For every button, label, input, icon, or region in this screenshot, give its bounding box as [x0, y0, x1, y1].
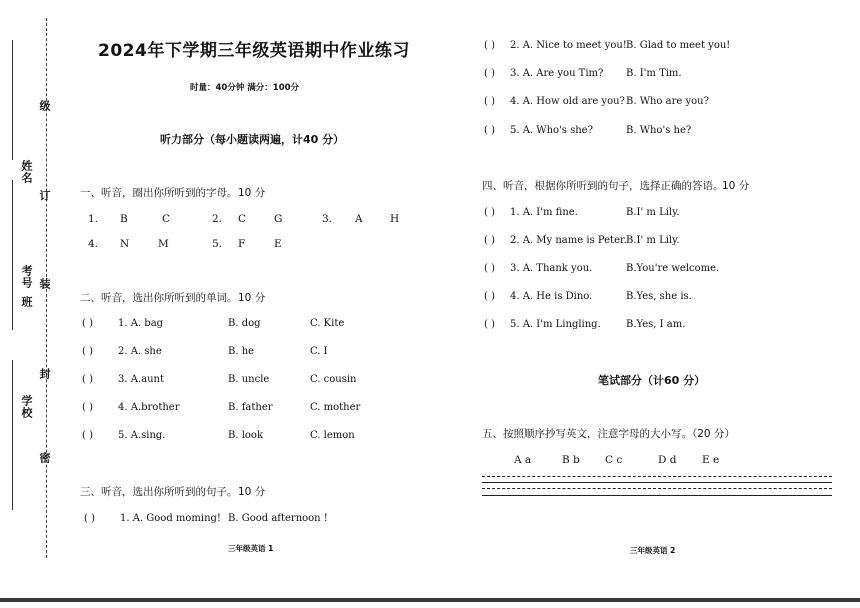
- copy-line-1: [482, 476, 832, 477]
- option-b: B. uncle: [228, 374, 270, 385]
- name-underline: [12, 40, 13, 160]
- option-a: 3. A.aunt: [118, 374, 164, 385]
- answer-bracket[interactable]: ( ): [82, 318, 93, 329]
- sidebar-label-class: 班: [20, 296, 33, 308]
- option-b: B.I' m Lily.: [626, 207, 680, 218]
- option-b: B. Glad to meet you!: [626, 40, 731, 51]
- option-a: 4. A. How old are you?: [510, 96, 625, 107]
- sidebar-label-ji: 级: [38, 100, 51, 112]
- letter-option: N: [120, 238, 130, 250]
- option-a: 2. A. Nice to meet you!: [510, 40, 627, 51]
- answer-bracket[interactable]: ( ): [484, 319, 495, 330]
- letter-num-3: 3.: [322, 213, 333, 225]
- copy-line-3: [482, 488, 832, 489]
- section3-heading: 三、听音，选出你所听到的句子。: [80, 486, 238, 498]
- class-underline: [12, 180, 13, 330]
- option-c: C. lemon: [310, 430, 355, 441]
- option-a: 5. A.sing.: [118, 430, 166, 441]
- letter-option: C: [162, 213, 171, 225]
- option-b: B. dog: [228, 318, 261, 329]
- option-b: B. look: [228, 430, 264, 441]
- answer-bracket[interactable]: ( ): [84, 513, 95, 524]
- sidebar-label-mi: 密: [38, 452, 51, 464]
- page-title: 2024年下学期三年级英语期中作业练习: [98, 41, 410, 61]
- option-c: C. cousin: [310, 374, 357, 385]
- answer-bracket[interactable]: ( ): [82, 430, 93, 441]
- written-section-header: 笔试部分（计60 分）: [598, 374, 706, 387]
- section5-heading: 五、按照顺序抄写英文，注意字母的大小写。（20 分）: [482, 428, 735, 440]
- copy-letter-c: C c: [605, 454, 623, 466]
- section1-score: 10 分: [238, 187, 266, 199]
- copy-letter-e: E e: [702, 454, 720, 466]
- option-b: B. father: [228, 402, 273, 413]
- option-a: 5. A. I'm Lingling.: [510, 319, 601, 330]
- letter-option: C: [238, 213, 247, 225]
- answer-bracket[interactable]: ( ): [82, 402, 93, 413]
- section2-heading: 二、听音，选出你所听到的单词。: [80, 292, 238, 304]
- page2-footer: 三年级英语 2: [630, 546, 676, 555]
- option-b: B. he: [228, 346, 255, 357]
- option-a: 1. A. Good moming!: [120, 513, 221, 524]
- sidebar-label-feng: 封: [38, 368, 51, 380]
- option-a: 2. A. My name is Peter.: [510, 235, 627, 246]
- sidebar-label-ding: 订: [38, 190, 51, 202]
- answer-bracket[interactable]: ( ): [484, 207, 495, 218]
- option-b: B. Good afternoon !: [228, 513, 328, 524]
- letter-option: M: [158, 238, 169, 250]
- school-underline: [12, 360, 13, 510]
- section4-heading: 四、听音，根据你所听到的句子，选择正确的答语。: [482, 180, 724, 192]
- sidebar-label-exam-no: 考号: [20, 265, 33, 289]
- option-b: B.Yes, I am.: [626, 319, 686, 330]
- answer-bracket[interactable]: ( ): [82, 374, 93, 385]
- answer-bracket[interactable]: ( ): [484, 125, 495, 136]
- section3-score: 10 分: [238, 486, 266, 498]
- option-a: 5. A. Who's she?: [510, 125, 593, 136]
- answer-bracket[interactable]: ( ): [484, 68, 495, 79]
- section2-score: 10 分: [238, 292, 266, 304]
- option-a: 4. A.brother: [118, 402, 180, 413]
- answer-bracket[interactable]: ( ): [484, 263, 495, 274]
- option-b: B.You're welcome.: [626, 263, 720, 274]
- answer-bracket[interactable]: ( ): [82, 346, 93, 357]
- copy-line-2: [482, 482, 832, 483]
- listening-section-header: 听力部分（每小题读两遍，计40 分）: [160, 133, 345, 146]
- letter-num-4: 4.: [88, 238, 99, 250]
- option-a: 1. A. bag: [118, 318, 164, 329]
- answer-bracket[interactable]: ( ): [484, 96, 495, 107]
- sidebar-label-school: 学校: [20, 395, 33, 419]
- answer-bracket[interactable]: ( ): [484, 291, 495, 302]
- copy-letter-a: A a: [514, 454, 532, 466]
- option-a: 4. A. He is Dino.: [510, 291, 593, 302]
- letter-num-5: 5.: [212, 238, 223, 250]
- copy-letter-d: D d: [658, 454, 677, 466]
- sidebar-label-name: 姓名: [20, 160, 33, 184]
- answer-bracket[interactable]: ( ): [484, 235, 495, 246]
- option-b: B. Who's he?: [626, 125, 692, 136]
- option-a: 3. A. Thank you.: [510, 263, 593, 274]
- letter-option: G: [274, 213, 283, 225]
- option-a: 3. A. Are you Tim?: [510, 68, 604, 79]
- option-b: B. Who are you?: [626, 96, 709, 107]
- page1-footer: 三年级英语 1: [228, 544, 274, 553]
- option-c: C. mother: [310, 402, 361, 413]
- letter-option: A: [355, 213, 363, 225]
- letter-option: F: [238, 238, 246, 250]
- option-a: 2. A. she: [118, 346, 162, 357]
- option-b: B. I'm Tim.: [626, 68, 682, 79]
- letter-num-2: 2.: [212, 213, 223, 225]
- section1-heading: 一、听音，圈出你所听到的字母。: [80, 187, 238, 199]
- letter-num-1: 1.: [88, 213, 99, 225]
- copy-line-4: [482, 495, 832, 496]
- option-b: B.Yes, she is.: [626, 291, 692, 302]
- answer-bracket[interactable]: ( ): [484, 40, 495, 51]
- letter-option: E: [274, 238, 282, 250]
- scan-edge: [0, 598, 860, 602]
- sidebar-label-zhuang: 装: [38, 278, 51, 290]
- exam-meta: 时量：40分钟 满分：100分: [190, 83, 300, 93]
- letter-option: B: [120, 213, 128, 225]
- copy-letter-b: B b: [562, 454, 580, 466]
- letter-option: H: [390, 213, 400, 225]
- option-b: B.I' m Lily.: [626, 235, 680, 246]
- section4-score: 10 分: [722, 180, 750, 192]
- option-a: 1. A. I'm fine.: [510, 207, 578, 218]
- option-c: C. I: [310, 346, 328, 357]
- option-c: C. Kite: [310, 318, 345, 329]
